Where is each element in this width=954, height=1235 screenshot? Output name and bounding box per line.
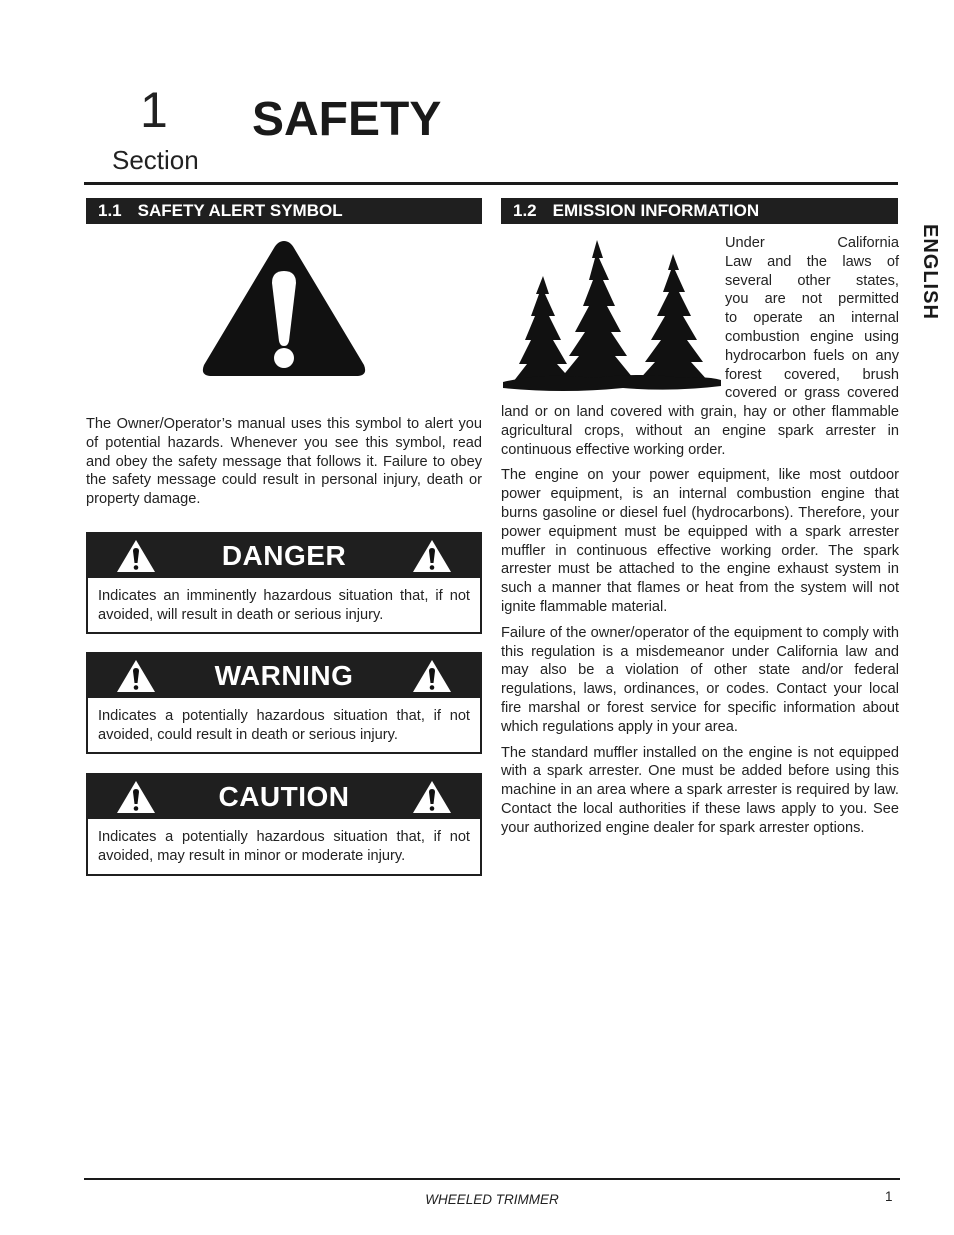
safety-alert-description: The Owner/Operator’s manual uses this symbol to alert you of potential hazards. Whenever you see this symbol, read and obey the safety message that follows it. Failure to obey the safety message could result in personal injury, death or property damage. xyxy=(86,416,482,508)
section-1-1-body xyxy=(86,415,482,516)
emission-intro-wrap-text xyxy=(725,234,899,403)
section-1-2-title: EMISSION INFORMATION xyxy=(552,201,760,220)
warning-label: WARNING xyxy=(214,660,354,691)
language-tab: ENGLISH xyxy=(919,224,941,320)
caution-header xyxy=(88,775,480,819)
danger-text: Indicates an imminently hazardous situation that, if not avoided, will result in death or serious injury. xyxy=(98,588,470,623)
section-1-1-title: SAFETY ALERT SYMBOL xyxy=(137,201,343,220)
warning-triangle-icon xyxy=(412,780,452,814)
caution-box xyxy=(86,773,482,876)
safety-alert-symbol-icon xyxy=(200,237,368,379)
section-1-2-number: 1.2 xyxy=(513,201,537,220)
section-1-2-heading xyxy=(501,198,898,224)
intro-line: covered or grass covered xyxy=(725,385,899,402)
warning-text: Indicates a potentially hazardous situation that, if not avoided, could result in death or serious injury. xyxy=(98,708,470,743)
danger-label: DANGER xyxy=(221,540,347,571)
emission-paragraph: The standard muffler installed on the engine is not equipped with a spark arrester. One must be added before using this machine in an area where a spark arrester is required by law. Contact the local authorities if these laws apply to you. See your authorized engine dealer for spark arrester options. xyxy=(501,744,899,836)
emission-paragraph: The engine on your power equipment, like most outdoor power equipment, is an internal combustion engine that burns gasoline or diesel fuel (hydrocarbons). Therefore, your power equipment must be equipped with a spark arrester muffler in continuous effective working order. The spark arrester must be attached to the engine exhaust system in such a manner that flames or heat from the system will not ignite flammable material. xyxy=(501,467,899,615)
intro-line: Law and the laws of xyxy=(725,253,899,270)
header-divider xyxy=(84,182,898,185)
page-title: SAFETY xyxy=(252,93,442,146)
section-1-1-heading xyxy=(86,198,482,224)
emission-intro-continuation: land or on land covered with grain, hay or other flammable agricultural crops, without an engine spark arrester in continuous effective working order. xyxy=(501,404,899,458)
section-number: 1 xyxy=(140,82,168,138)
intro-line: several other states, xyxy=(725,272,899,289)
warning-header xyxy=(88,654,480,698)
section-1-2-body xyxy=(501,403,899,845)
pine-trees-icon xyxy=(503,236,721,394)
warning-box xyxy=(86,652,482,754)
intro-line: to operate an internal xyxy=(725,310,899,327)
footer-divider xyxy=(84,1178,900,1180)
warning-triangle-icon xyxy=(412,659,452,693)
intro-line: forest covered, brush xyxy=(725,366,899,383)
warning-triangle-icon xyxy=(412,539,452,573)
section-1-1-number: 1.1 xyxy=(98,201,122,220)
danger-header xyxy=(88,534,480,578)
intro-line: combustion engine using xyxy=(725,328,899,345)
section-label: Section xyxy=(112,145,199,175)
danger-box xyxy=(86,532,482,634)
page-number: 1 xyxy=(885,1189,893,1204)
footer-document-title: WHEELED TRIMMER xyxy=(425,1192,559,1207)
intro-line: you are not permitted xyxy=(725,291,899,308)
intro-line: hydrocarbon fuels on any xyxy=(725,347,899,364)
caution-text: Indicates a potentially hazardous situation that, if not avoided, may result in minor or moderate injury. xyxy=(98,829,470,864)
caution-label: CAUTION xyxy=(218,781,350,812)
emission-paragraph: Failure of the owner/operator of the equipment to comply with this regulation is a misdemeanor under California law and may also be a violation of other state and/or federal regulations, laws, ordinances, or codes. Contact your local fire marshal or forest service for specific information about which regulations apply in your area. xyxy=(501,624,899,735)
intro-line: Under California xyxy=(725,235,899,251)
